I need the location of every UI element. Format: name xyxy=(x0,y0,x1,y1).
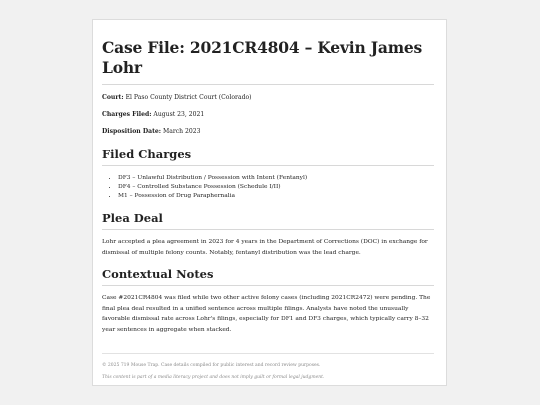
court-line xyxy=(102,94,434,102)
charges-filed-label: Charges Filed: xyxy=(102,111,152,118)
copyright-notice: © 2025 719 Mouse Trap. Case details compiled for public interest and record review purposes. xyxy=(102,363,321,369)
page-title: Case File: 2021CR4804 – Kevin James Lohr xyxy=(102,38,434,85)
disclaimer-notice: This content is part of a media literacy project and does not imply guilt or formal legal judgment. xyxy=(102,375,325,381)
charges-filed-line xyxy=(102,111,434,119)
disposition-date-label: Disposition Date: xyxy=(102,128,162,135)
charge-item: • DF3 – Unlawful Distribution / Possession with Intent (Fentanyl) xyxy=(118,174,434,183)
charge-item: • DF4 – Controlled Substance Possession (Schedule I/II) xyxy=(118,183,434,192)
charges-filed-value: August 23, 2021 xyxy=(153,111,205,118)
disposition-date-value: March 2023 xyxy=(162,128,201,135)
case-file-card xyxy=(92,19,447,386)
page-footer xyxy=(102,353,434,381)
disposition-date-line xyxy=(102,128,434,136)
plea-deal-heading: Plea Deal xyxy=(102,211,434,230)
court-value: El Paso County District Court (Colorado) xyxy=(125,94,252,101)
court-label: Court: xyxy=(102,94,124,101)
contextual-notes-text: Case #2021CR4804 was filed while two other active felony cases (including 2021CR2472) were pending. The final plea deal resulted in a unified sentence across multiple filings. Analysts have noted the unusually favorable dismissal rate across Lohr's filings, especially for DF1 and DF3 charges, which typically carry 8–32 year sentences in aggregate when stacked. xyxy=(102,295,431,333)
charge-item: • M1 – Possession of Drug Paraphernalia xyxy=(118,192,434,201)
plea-deal-text: Lohr accepted a plea agreement in 2023 for 4 years in the Department of Corrections (DOC) in exchange for dismissal of multiple felony counts. Notably, fentanyl distribution was the lead charge. xyxy=(102,239,428,256)
contextual-notes-heading: Contextual Notes xyxy=(102,267,434,286)
filed-charges-list xyxy=(102,174,434,200)
filed-charges-heading: Filed Charges xyxy=(102,147,434,166)
